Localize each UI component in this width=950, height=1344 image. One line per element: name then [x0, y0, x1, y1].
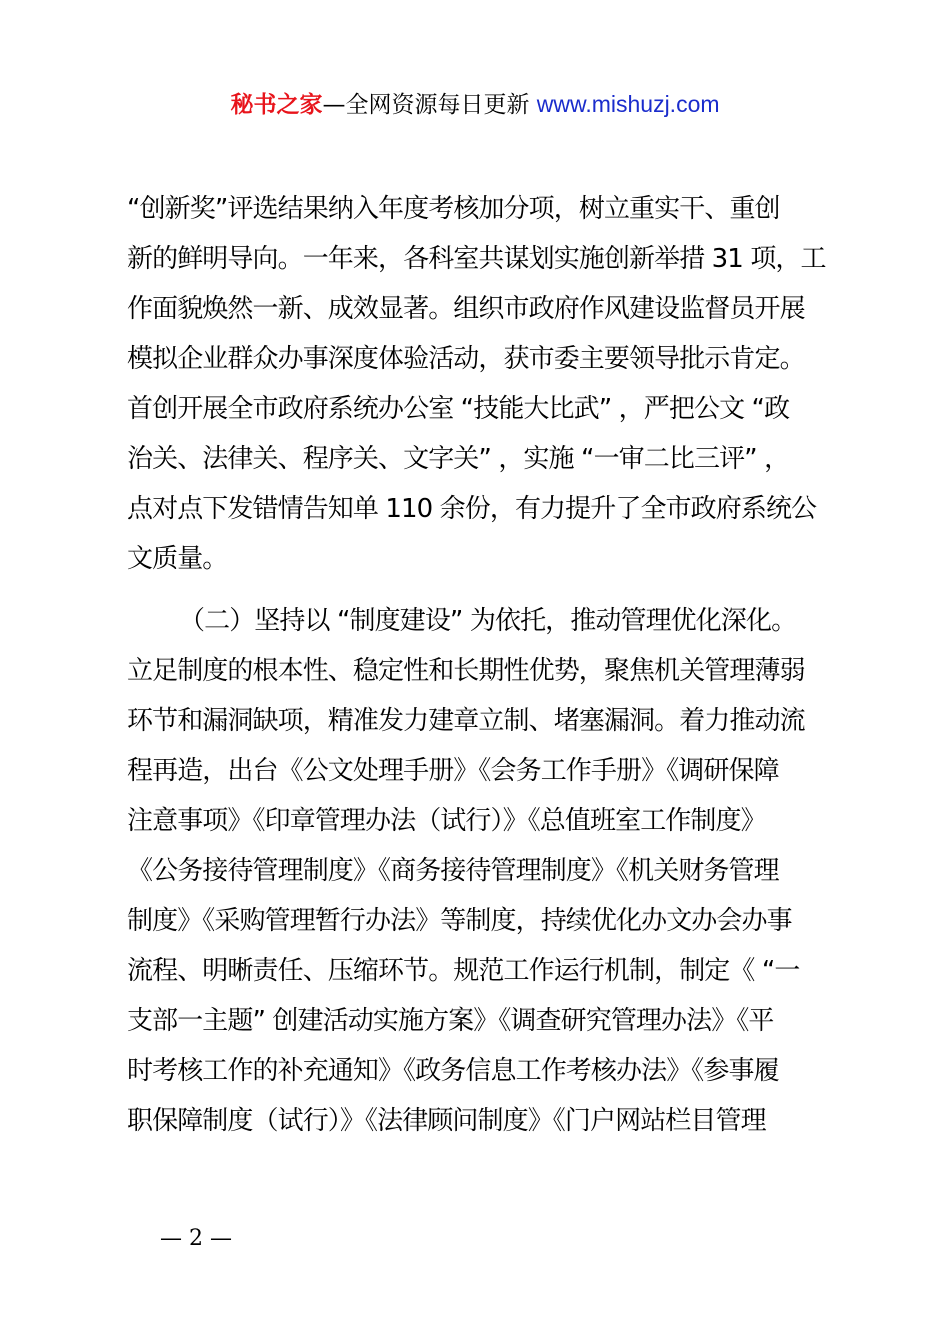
text-line: 新的鲜明导向。一年来，各科室共谋划实施创新举措 31 项，工: [127, 244, 826, 274]
text-line: 文质量。: [127, 544, 228, 574]
paragraph-innovation: [127, 184, 839, 584]
text-line: 程再造，出台《公文处理手册》《会务工作手册》《调研保障: [127, 756, 779, 786]
text-line: 支部一主题” 创建活动实施方案》《调查研究管理办法》《平: [127, 1006, 774, 1036]
text-line: 职保障制度（试行）》《法律顾问制度》《门户网站栏目管理: [127, 1106, 766, 1136]
text-line: 时考核工作的补充通知》《政务信息工作考核办法》《参事履: [127, 1056, 779, 1086]
text-line: “创新奖”评选结果纳入年度考核加分项，树立重实干、重创: [127, 194, 780, 224]
site-header: [0, 84, 950, 125]
site-url-link[interactable]: www.mishuzj.com: [536, 91, 720, 117]
text-line: 《公务接待管理制度》《商务接待管理制度》《机关财务管理: [127, 856, 779, 886]
text-line: 首创开展全市政府系统办公室 “技能大比武” ，严把公文 “政: [127, 394, 790, 424]
site-brand: 秘书之家: [230, 92, 323, 118]
site-slogan: —全网资源每日更新: [322, 92, 537, 118]
section-heading-line: （二）坚持以 “制度建设” 为依托，推动管理优化深化。: [179, 606, 797, 636]
text-line: 治关、法律关、程序关、文字关” ，实施 “一审二比三评” ，: [127, 444, 790, 474]
text-line: 环节和漏洞缺项，精准发力建章立制、堵塞漏洞。着力推动流: [127, 706, 805, 736]
text-line: 立足制度的根本性、稳定性和长期性优势，聚焦机关管理薄弱: [127, 656, 805, 686]
text-line: 流程、明晰责任、压缩环节。规范工作运行机制，制定《 “一: [127, 956, 800, 986]
page-number: — 2 —: [160, 1226, 232, 1251]
text-line: 模拟企业群众办事深度体验活动，获市委主要领导批示肯定。: [127, 344, 805, 374]
text-line: 注意事项》《印章管理办法（试行）》《总值班室工作制度》: [127, 806, 766, 836]
document-body: [127, 184, 839, 1146]
paragraph-system-building: [127, 596, 839, 1146]
text-line: 制度》《采购管理暂行办法》等制度，持续优化办文办会办事: [127, 906, 792, 936]
text-line: 点对点下发错情告知单 110 余份，有力提升了全市政府系统公: [127, 494, 817, 524]
text-line: 作面貌焕然一新、成效显著。组织市政府作风建设监督员开展: [127, 294, 805, 324]
